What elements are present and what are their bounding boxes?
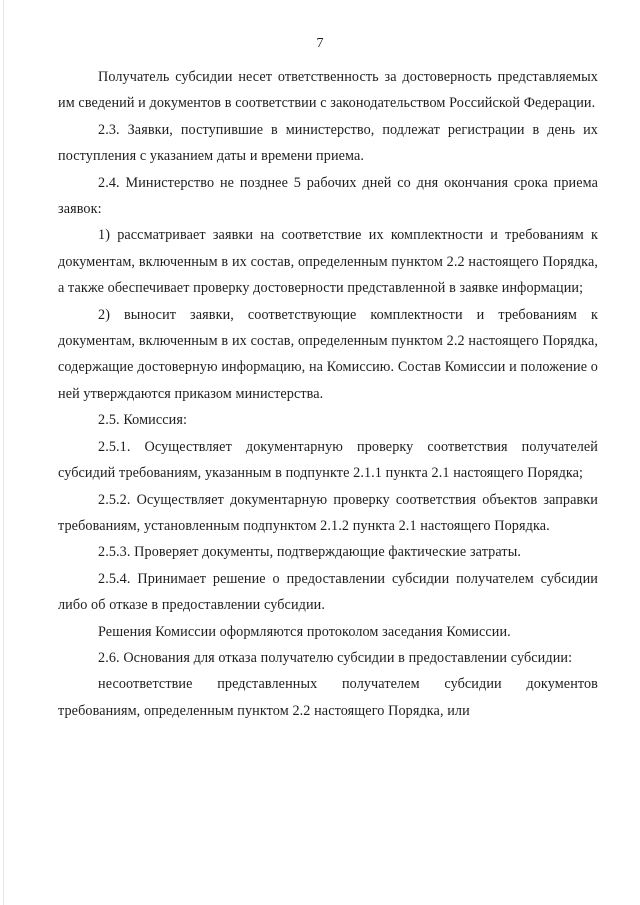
paragraph-2-4-item-1: 1) рассматривает заявки на соответствие их комплектности и требованиям к документам, включенным в их состав, определенным пунктом 2.2 настоящего Порядка, а также обеспечивает проверку достоверности представленной в заявке информации; bbox=[58, 227, 598, 297]
paragraph-2-5-3: 2.5.3. Проверяет документы, подтверждающие фактические затраты. bbox=[98, 544, 521, 561]
paragraph-2-4: 2.4. Министерство не позднее 5 рабочих дней со дня окончания срока приема заявок: bbox=[58, 174, 598, 218]
paragraph-refusal-ground-1: несоответствие представленных получателем субсидии документов требованиям, определенным пунктом 2.2 настоящего Порядка, или bbox=[58, 676, 598, 719]
paragraph-commission-decisions: Решения Комиссии оформляются протоколом заседания Комиссии. bbox=[98, 623, 511, 640]
paragraph-2-5-1: 2.5.1. Осуществляет документарную проверку соответствия получателей субсидий требованиям, указанным в подпункте 2.1.1 пункта 2.1 настоящего Порядка; bbox=[58, 438, 598, 482]
paragraph-2-5-2: 2.5.2. Осуществляет документарную проверку соответствия объектов заправки требованиям, установленным подпунктом 2.1.2 пункта 2.1 настоящего Порядка. bbox=[58, 491, 598, 534]
document-body bbox=[58, 64, 598, 724]
page-number: 7 bbox=[316, 36, 324, 51]
paragraph-2-4-item-2: 2) выносит заявки, соответствующие комплектности и требованиям к документам, включенным в их состав, определенным пунктом 2.2 настоящего Порядка, содержащие достоверную информацию, на Комиссию. Состав Комиссии и положение о ней утверждаются приказом министерства. bbox=[58, 306, 598, 402]
paragraph-2-5: 2.5. Комиссия: bbox=[98, 412, 188, 429]
paragraph-2-5-4: 2.5.4. Принимает решение о предоставлении субсидии получателем субсидии либо об отказе в предоставлении субсидии. bbox=[58, 570, 598, 614]
paragraph-responsibility: Получатель субсидии несет ответственность за достоверность представляемых им сведений и документов в соответствии с законодательством Российской Федерации. bbox=[58, 69, 598, 112]
paragraph-2-6: 2.6. Основания для отказа получателю субсидии в предоставлении субсидии: bbox=[98, 649, 573, 666]
paragraph-2-3: 2.3. Заявки, поступившие в министерство, подлежат регистрации в день их поступления с указанием даты и времени приема. bbox=[58, 121, 598, 165]
scan-edge bbox=[3, 0, 4, 905]
